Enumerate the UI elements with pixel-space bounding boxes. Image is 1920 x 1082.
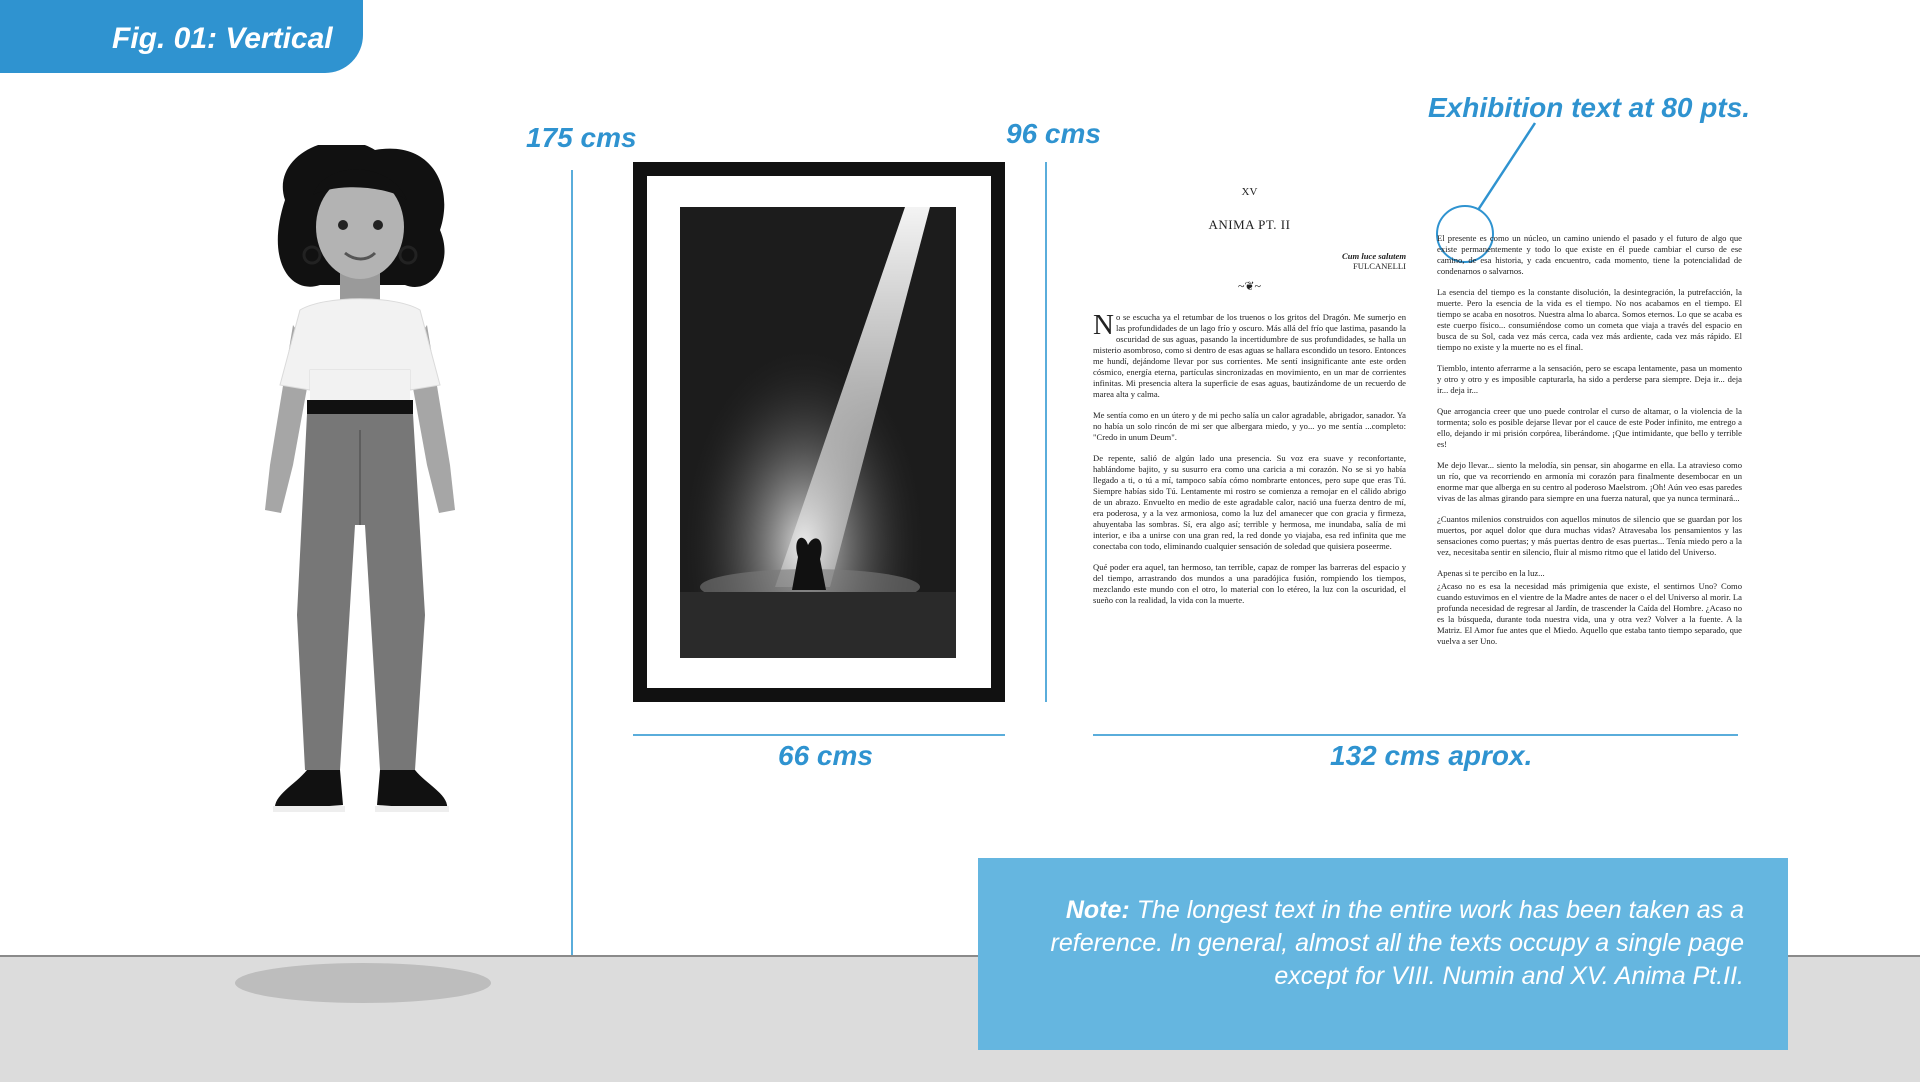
paragraph: ¿Acaso no es esa la necesidad más primigenia que existe, el sentirnos Uno? Como cuando estuvimos en el vientre de la Madre antes de nacer o el del Universo al morir. La profunda necesidad de regresar al Jardín, de trascender la Caída del Hombre. ¿Acaso no es la búsqueda, durante toda nuestra vida, una y otra vez? Volver a la fuente. A la Matriz. El Amor fue antes que el Miedo. Aquello que estaba tanto tiempo separado, que vuelva a ser Uno.: [1437, 581, 1742, 646]
shoe-right: [377, 770, 447, 810]
person-height-line: [571, 170, 573, 955]
paragraph: ¿Cuantos milenios construidos con aquellos minutos de silencio que se guardan por los muertos, por aquel dolor que dura muchas vidas? Atravesaba los pensamientos y las sensaciones como puertas; y más puertas dentro de esas puertas... Tenía miedo pero a la vez, necesitaba sentir en silencio, fluir al mismo ritmo que el latido del Universo.: [1437, 514, 1742, 557]
paragraph: Me dejo llevar... siento la melodía, sin pensar, sin ahogarme en ella. La atravieso como un río, que va recorriendo en armonía mi corazón para finalmente desembocar en un enorme mar que alberga en su centro al poderoso Maelstrom. ¡Oh! Aún veo esas paredes vivas de las almas girando para siempre en una fuerza natural, que ya nunca terminará...: [1437, 460, 1742, 503]
note-box: [978, 858, 1788, 1050]
text-width-label: 132 cms aprox.: [1330, 740, 1533, 771]
paragraph: Me sentía como en un útero y de mi pecho salía un calor agradable, abrigador, sanador. Ya no había un solo rincón de mi ser que albergara miedo, y yo... yo me sentía ...completo: "Credo in unum Deum".: [1093, 410, 1406, 442]
paragraph: El presente es como un núcleo, un camino uniendo el pasado y el futuro de algo que existe permanentemente y todo lo que existe en él puede cambiar el curso de ese camino, de esa historia, y cada encuentro, cada momento, tiene la potencialidad de condenarnos o salvarnos.: [1437, 233, 1742, 276]
frame-height-line: [1045, 162, 1047, 702]
person-shadow: [235, 963, 491, 1003]
figure-tab: [0, 0, 363, 73]
chapter-title: ANIMA PT. II: [1208, 217, 1291, 232]
paragraph: No se escucha ya el retumbar de los truenos o los gritos del Dragón. Me sumerjo en las profundidades de un lago frío y oscuro. Más allá del frío que lastima, pasando la oscuridad de sus aguas, pasando la incertidumbre de sus profundidades, se halla un misterio asombroso, como si dentro de esas aguas se hallara escondido un tesoro. Entonces me hundí, dejándome llevar por sus corrientes. Me sentí insignificante ante este orden cósmico, energía eterna, partículas sincronizadas en movimiento, en un mar de corrientes infinitas. Mi presencia altera la superficie de esas aguas, bautizándome de un recuerdo de marea alta y calma.: [1093, 309, 1406, 399]
epigraph-author: FULCANELLI: [1353, 261, 1406, 271]
ornament: ~❦~: [1237, 279, 1262, 293]
person-illustration: [215, 145, 515, 1005]
belt: [307, 400, 413, 414]
paragraph: Que arrogancia creer que uno puede controlar el curso de altamar, o la violencia de la tormenta; solo es posible dejarse llevar por el cauce de este Poder infinito, me entrego a ello, dejando ir mi prisión corpórea, liberándome. ¡Que intimidante, que bello y terrible es!: [1437, 406, 1742, 449]
paragraph: Apenas si te percibo en la luz...: [1437, 568, 1545, 578]
paragraph: Qué poder era aquel, tan hermoso, tan terrible, capaz de romper las barreras del espacio y del tiempo, arrastrando dos mundos a una paradójica fusión, rompiendo los tiempos, mezclando este mundo con el otro, lo material con lo etéreo, la luz con la oscuridad, el sueño con la realidad, la vida con la muerte.: [1093, 562, 1406, 605]
frame-width-label: 66 cms: [778, 740, 873, 771]
left-page: [1093, 186, 1406, 616]
drop-cap: N: [1093, 309, 1114, 341]
artwork-photo: [680, 207, 956, 658]
epigraph: Cum luce salutem: [1342, 251, 1406, 261]
paragraph: Tiemblo, intento aferrarme a la sensación, pero se escapa lentamente, pasa un momento y otro y otro y es imposible capturarla, ha sido a perderse para siempre. Deja ir... deja ir... deja ir...: [1437, 363, 1742, 395]
shoe-left: [275, 770, 343, 810]
chapter-number: XV: [1241, 186, 1258, 198]
paragraph: La esencia del tiempo es la constante disolución, la desintegración, la putrefacción, la muerte. Pero la esencia de la vida es el tiempo. No nos acabamos en el tiempo. El tiempo se acaba en nosotros. Nuestra alma lo abarca. Somos eternos. Lo que se acaba es este cuerpo físico... consumiéndose como un cometa que viaja a través del espacio en busca de su Sol, cada vez más cerca, cada vez más ardiente, cada vez más rápido. El tiempo no existe y la muerte no es el final.: [1437, 287, 1742, 352]
text-width-line: [1093, 734, 1738, 736]
paragraph: De repente, salió de algún lado una presencia. Su voz era suave y reconfortante, hablándome bajito, y su susurro era como una caricia a mi corazón. No se si yo había llegado a ti, o tú a mí, tampoco sabía cómo nombrarte entonces, pero supe que eras Tú. Siempre habías sido Tú. Lentamente mi rostro se comienza a remojar en el cálido abrigo de un abrazo. Envuelto en medio de este agradable calor, nació una fuerza dentro de mí, era poderosa, y a la vez armoniosa, como la luz del amanecer que con gracia y firmeza, ahuyentaba las sombras. Sí, era algo así; terrible y hermosa, me inundaba, salía de mi interior, e iba a unirse con una gran red, la red donde yo viajaba, esa red infinita que me conectaba con todo, eliminando cualquier sensación de soledad que quisiera poseerme.: [1093, 453, 1406, 551]
figures-silhouette: [792, 538, 826, 590]
frame-width-line: [633, 734, 1005, 736]
note-label: Note:: [1065, 896, 1130, 924]
note-text: [1024, 894, 1744, 993]
figure-label: Fig. 01: Vertical: [112, 22, 333, 55]
exhibition-text-label: Exhibition text at 80 pts.: [1428, 92, 1751, 123]
frame-height-label: 96 cms: [1006, 118, 1101, 149]
right-page: [1437, 233, 1742, 657]
person-height-label: 175 cms: [526, 122, 637, 153]
note-body: The longest text in the entire work has been taken as a reference. In general, almost all the texts occupy a single page except for VIII. Numin and XV. Anima Pt.II.: [1050, 896, 1744, 990]
